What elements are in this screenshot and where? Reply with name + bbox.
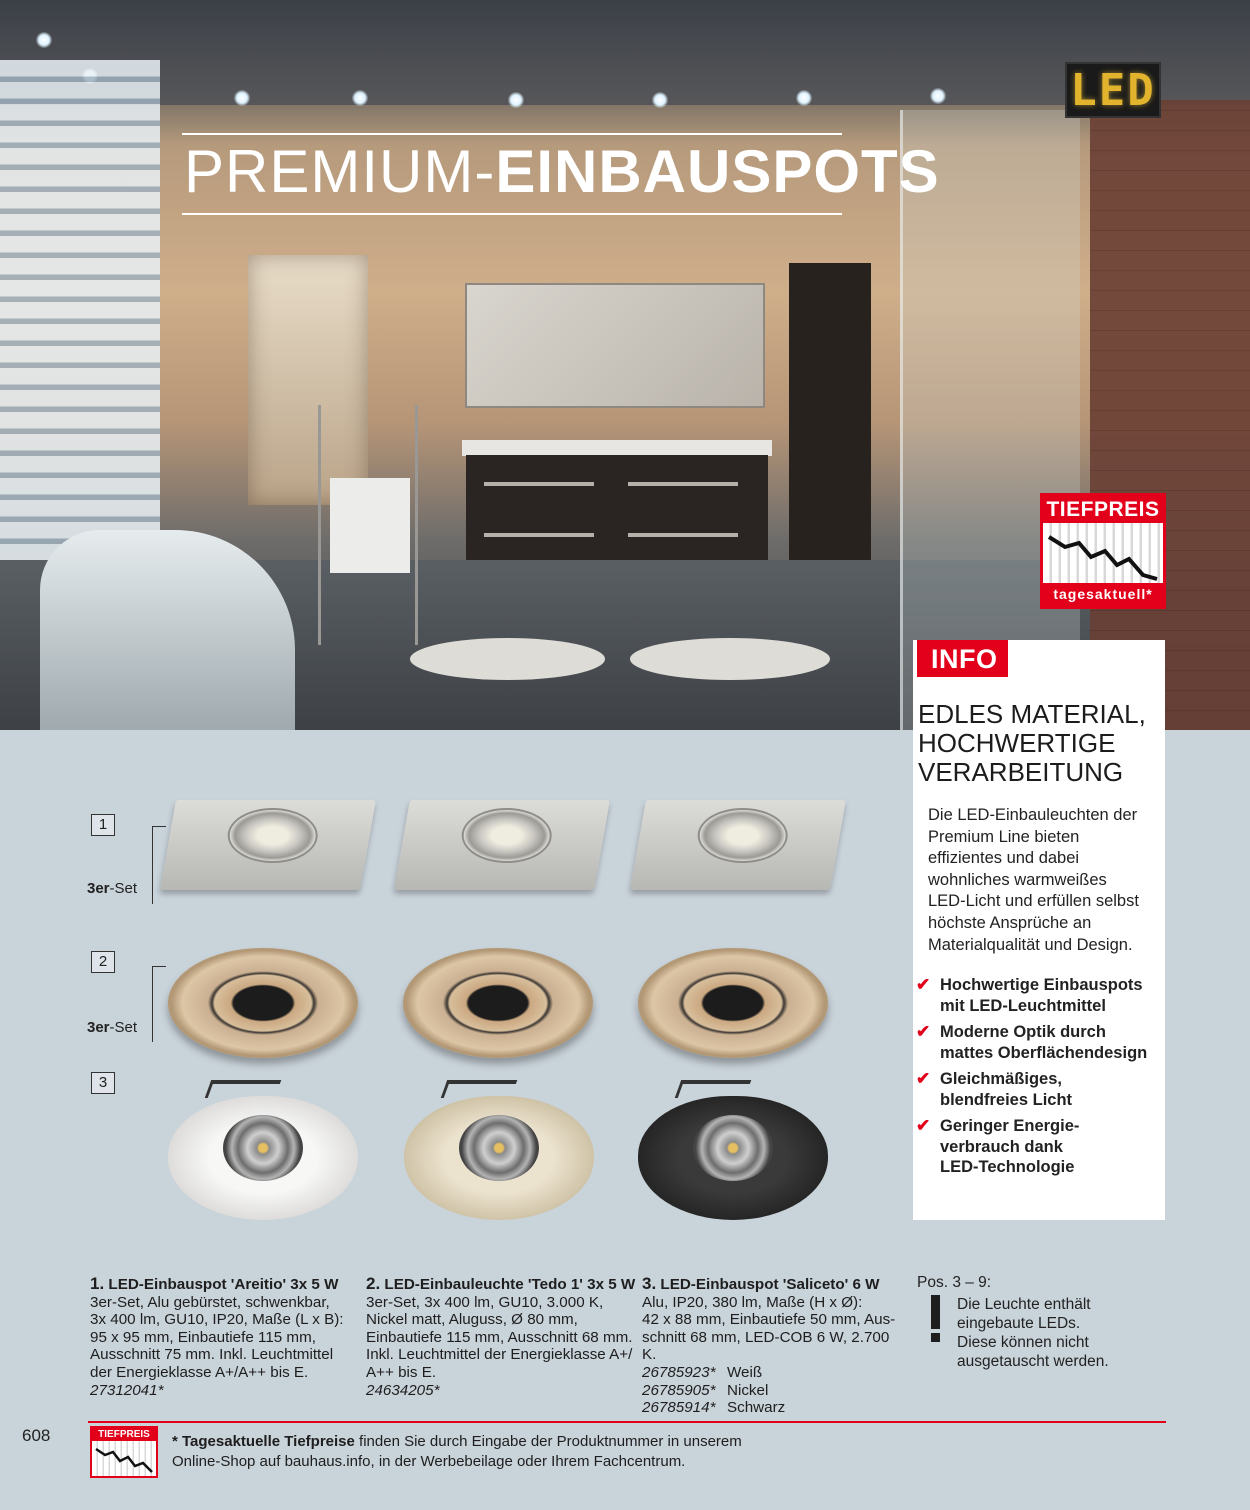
feature-text: Hochwertige Einbauspots <box>940 976 1143 994</box>
vanity-cabinet <box>466 455 768 560</box>
ceiling <box>0 0 1250 105</box>
footnote-text: finden Sie durch Eingabe der Produktnummer in unserem <box>354 1433 742 1450</box>
product-3-description <box>642 1275 904 1417</box>
led-note <box>917 1273 1167 1370</box>
check-icon: ✔ <box>916 1116 931 1135</box>
info-body <box>928 805 1158 956</box>
info-body-line: wohnliches warmweißes <box>928 870 1107 889</box>
info-body-line: Die LED-Einbauleuchten der <box>928 806 1138 824</box>
variant-color: Schwarz <box>727 1399 786 1417</box>
footnote-bold: * Tagesaktuelle Tiefpreise <box>172 1433 355 1450</box>
tall-cabinet <box>789 263 871 560</box>
tiefpreis-badge <box>1040 493 1166 609</box>
variant-color: Nickel <box>727 1381 769 1399</box>
note-heading: Pos. 3 – 9: <box>917 1274 992 1291</box>
cob-spot-black-image <box>638 1080 828 1220</box>
product-spec-line: Nickel matt, Aluguss, Ø 80 mm, <box>366 1311 578 1329</box>
position-marker-2: 2 <box>91 951 115 973</box>
feature-text: Moderne Optik durch <box>940 1023 1106 1041</box>
info-title <box>918 700 1158 787</box>
square-spot-image <box>160 800 376 890</box>
check-icon: ✔ <box>916 975 931 994</box>
page-headline <box>184 138 940 205</box>
position-marker-1: 1 <box>91 814 115 836</box>
cob-spot-nickel-image <box>404 1080 594 1220</box>
product-spec-line: A++ bis E. <box>366 1363 437 1381</box>
bath-rug <box>410 638 605 680</box>
led-sign <box>1065 62 1161 118</box>
ceiling-spot-icon <box>796 90 812 106</box>
ceiling-spot-icon <box>652 92 668 108</box>
info-body-line: effizientes und dabei <box>928 849 1080 868</box>
tiefpreis-small-label: TIEFPREIS <box>92 1428 156 1441</box>
footnote <box>172 1432 872 1471</box>
info-body-line: Materialqualität und Design. <box>928 935 1133 954</box>
product-spec-line: Ausschnitt 75 mm. Inkl. Leuchtmittel <box>90 1346 334 1364</box>
page-number: 608 <box>22 1426 51 1445</box>
round-spot-image <box>638 948 828 1058</box>
feature-text: verbrauch dank <box>940 1137 1063 1156</box>
check-icon: ✔ <box>916 1022 931 1041</box>
square-spot-image <box>630 800 846 890</box>
led-sign-text: LED <box>1070 64 1156 116</box>
variant-row <box>642 1382 904 1400</box>
note-line: eingebaute LEDs. <box>957 1315 1081 1332</box>
position-marker-3: 3 <box>91 1072 115 1094</box>
note-line: ausgetauscht werden. <box>957 1353 1109 1370</box>
article-number: 26785914* <box>642 1399 716 1417</box>
note-text <box>957 1295 1157 1371</box>
ceiling-spot-icon <box>930 88 946 104</box>
shower-wall <box>1090 100 1250 730</box>
info-title-line: HOCHWERTIGE <box>918 728 1116 758</box>
footnote-line: Online-Shop auf bauhaus.info, in der Werbebeilage oder Ihrem Fachcentrum. <box>172 1452 686 1470</box>
square-spot-image <box>394 800 610 890</box>
hero-image <box>0 0 1250 730</box>
product-title: 2. LED-Einbauleuchte 'Tedo 1' 3x 5 W <box>366 1274 636 1293</box>
product-spec-line: 3er-Set, 3x 400 lm, GU10, 3.000 K, <box>366 1293 604 1311</box>
feature-text: mattes Oberflächendesign <box>940 1043 1148 1062</box>
variant-color: Weiß <box>727 1363 763 1381</box>
variant-row <box>642 1399 904 1417</box>
product-spec-line: Alu, IP20, 380 lm, Maße (H x Ø): <box>642 1293 863 1311</box>
ceiling-spot-icon <box>234 90 250 106</box>
product-spec-line: 3x 400 lm, GU10, IP20, Maße (L x B): <box>90 1311 344 1329</box>
note-line: Diese können nicht <box>957 1334 1089 1351</box>
product-spec-line: Inkl. Leuchtmittel der Energieklasse A+/ <box>366 1346 633 1364</box>
price-drop-chart-icon <box>1043 523 1163 583</box>
tiefpreis-badge-sub: tagesaktuell* <box>1043 583 1163 606</box>
feature-text: mit LED-Leuchtmittel <box>940 996 1106 1015</box>
tiefpreis-badge-label: TIEFPREIS <box>1043 496 1163 523</box>
towel <box>330 478 410 573</box>
info-body-line: LED-Licht und erfüllen selbst <box>928 892 1139 911</box>
article-number: 27312041* <box>90 1381 164 1399</box>
feature-item <box>916 1069 1156 1110</box>
note-line: Die Leuchte enthält <box>957 1296 1091 1313</box>
bracket-line <box>152 966 166 1042</box>
feature-list <box>916 975 1156 1184</box>
round-spot-image <box>168 948 358 1058</box>
feature-text: LED-Technologie <box>940 1158 1075 1176</box>
feature-item <box>916 975 1156 1016</box>
article-number: 26785923* <box>642 1363 716 1381</box>
info-tag: INFO <box>917 640 1008 677</box>
round-spot-image <box>403 948 593 1058</box>
product-spec-line: 42 x 88 mm, Einbautiefe 50 mm, Aus- <box>642 1311 896 1329</box>
feature-text: blendfreies Licht <box>940 1090 1073 1109</box>
ceiling-spot-icon <box>36 32 52 48</box>
info-body-line: höchste Ansprüche an <box>928 913 1092 932</box>
product-1-description <box>90 1275 360 1399</box>
headline-light: PREMIUM- <box>184 138 496 205</box>
headline-rule-bottom <box>182 213 842 215</box>
sink <box>462 440 772 456</box>
product-title: 3. LED-Einbauspot 'Saliceto' 6 W <box>642 1274 880 1293</box>
set-label: 3er-Set <box>87 1019 138 1036</box>
ceiling-spot-icon <box>352 90 368 106</box>
headline-bold: EINBAUSPOTS <box>495 138 940 205</box>
footer-rule <box>88 1421 1166 1423</box>
price-drop-chart-icon <box>92 1441 156 1476</box>
product-title: 1. LED-Einbauspot 'Areitio' 3x 5 W <box>90 1274 339 1293</box>
feature-item <box>916 1116 1156 1178</box>
feature-item <box>916 1022 1156 1063</box>
headline-rule-top <box>182 133 842 135</box>
mirror <box>465 283 765 408</box>
tiefpreis-small-badge <box>90 1426 158 1478</box>
info-title-line: VERARBEITUNG <box>918 757 1124 787</box>
info-body-line: Premium Line bieten <box>928 827 1080 846</box>
feature-text: Geringer Energie- <box>940 1117 1080 1135</box>
article-number: 24634205* <box>366 1381 440 1399</box>
bath-rug <box>630 638 830 680</box>
check-icon: ✔ <box>916 1069 931 1088</box>
product-spec-line: Einbautiefe 115 mm, Ausschnitt 68 mm. <box>366 1328 633 1346</box>
product-spec-line: 3er-Set, Alu gebürstet, schwenkbar, <box>90 1293 330 1311</box>
product-spec-line: 95 x 95 mm, Einbautiefe 115 mm, <box>90 1328 316 1346</box>
product-spec-line: der Energieklasse A+/A++ bis E. <box>90 1363 309 1381</box>
ceiling-spot-icon <box>508 92 524 108</box>
variant-row <box>642 1364 904 1382</box>
exclamation-icon <box>929 1295 942 1343</box>
cob-spot-white-image <box>168 1080 358 1220</box>
feature-text: Gleichmäßiges, <box>940 1070 1062 1088</box>
article-number: 26785905* <box>642 1381 716 1399</box>
info-title-line: EDLES MATERIAL, <box>918 699 1146 729</box>
product-spec-line: schnitt 68 mm, LED-COB 6 W, 2.700 K. <box>642 1328 890 1364</box>
product-2-description <box>366 1275 636 1399</box>
set-label: 3er-Set <box>87 880 138 897</box>
